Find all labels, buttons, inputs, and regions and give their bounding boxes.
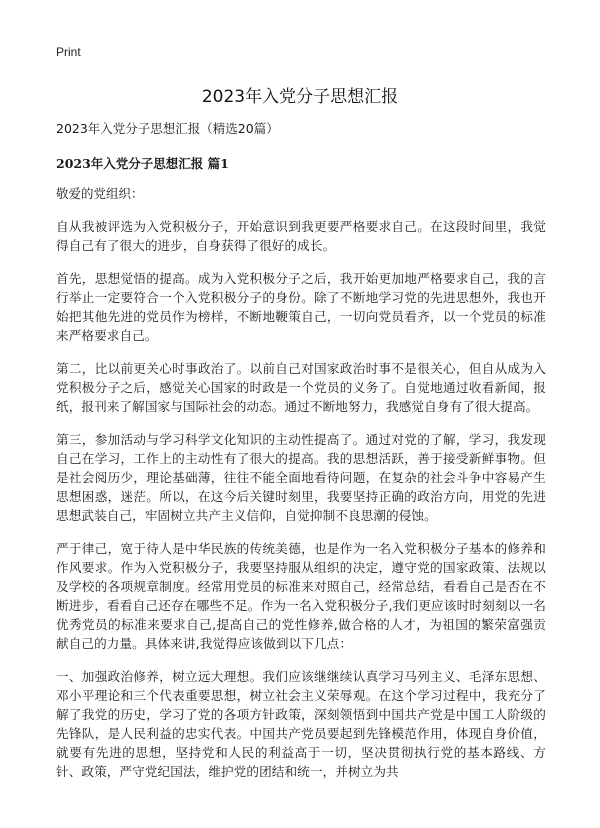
greeting: 敬爱的党组织： (56, 186, 144, 201)
paragraph-1: 自从我被评选为入党积极分子，开始意识到我更要严格要求自己。在这段时间里，我觉得自己有了很大的进步，自身获得了很好的成长。 (56, 219, 546, 253)
paragraph-5: 严于律己，宽于待人是中华民族的传统美德，也是作为一名入党积极分子基本的修养和作风要求。作为入党积极分子，我要坚持服从组织的决定，遵守党的国家政策、法规以及学校的各项规章制度。经常用党员的标准来对照自己，经常总结，看看自己是否在不断进步，看看自己还存在哪些不足。作为一名入党积极分子,我们更应该时时刻刻以一名优秀党员的标准来要求自己,提高自己的党性修养,做合格的人才，为祖国的繁荣富强贡献自己的力量。具体来讲,我觉得应该做到以下几点： (56, 541, 546, 651)
section-heading: 2023年入党分子思想汇报 篇1 (56, 156, 229, 171)
document-subtitle: 2023年入党分子思想汇报（精选20篇） (56, 121, 279, 136)
paragraph-2: 首先，思想觉悟的提高。成为入党积极分子之后，我开始更加地严格要求自己，我的言行举止一定要符合一个入党积极分子的身份。除了不断地学习党的先进思想外，我也开始把其他先进的党员作为榜样，不断地鞭策自己，一切向党员看齐，以一个党员的标准来严格要求自己。 (56, 271, 546, 343)
paragraph-4: 第三，参加活动与学习科学文化知识的主动性提高了。通过对党的了解，学习，我发现自己在学习，工作上的主动性有了很大的提高。我的思想活跃，善于接受新鲜事物。但是社会阅历少，理论基础薄，往往不能全面地看待问题，在复杂的社会斗争中容易产生思想困惑，迷茫。所以，在这今后关键时刻里，我要坚持正确的政治方向，用党的先进思想武装自己，牢固树立共产主义信仰，自觉抑制不良思潮的侵蚀。 (56, 432, 546, 523)
print-label[interactable]: Print (56, 45, 81, 59)
document-body (56, 120, 546, 795)
document-title: 2023年入党分子思想汇报 (201, 87, 399, 107)
paragraph-6: 一、加强政治修养，树立远大理想。我们应该继继续认真学习马列主义、毛泽东思想、邓小平理论和三个代表重要思想，树立社会主义荣辱观。在这个学习过程中，我充分了解了我党的历史，学习了党的各项方针政策，深刻领悟到中国共产党是中国工人阶级的先锋队，是人民利益的忠实代表。中国共产党员要起到先锋模范作用，体现自身价值，就要有先进的思想，坚持党和人民的利益高于一切，坚决贯彻执行党的基本路线、方针、政策，严守党纪国法，维护党的团结和统一，并树立为共 (56, 669, 546, 779)
paragraph-3: 第二，比以前更关心时事政治了。以前自己对国家政治时事不是很关心，但自从成为入党积极分子之后，感觉关心国家的时政是一个党员的义务了。自觉地通过收看新闻，报纸，报刊来了解国家与国际社会的动态。通过不断地努力，我感觉自身有了很大提高。 (56, 361, 546, 414)
